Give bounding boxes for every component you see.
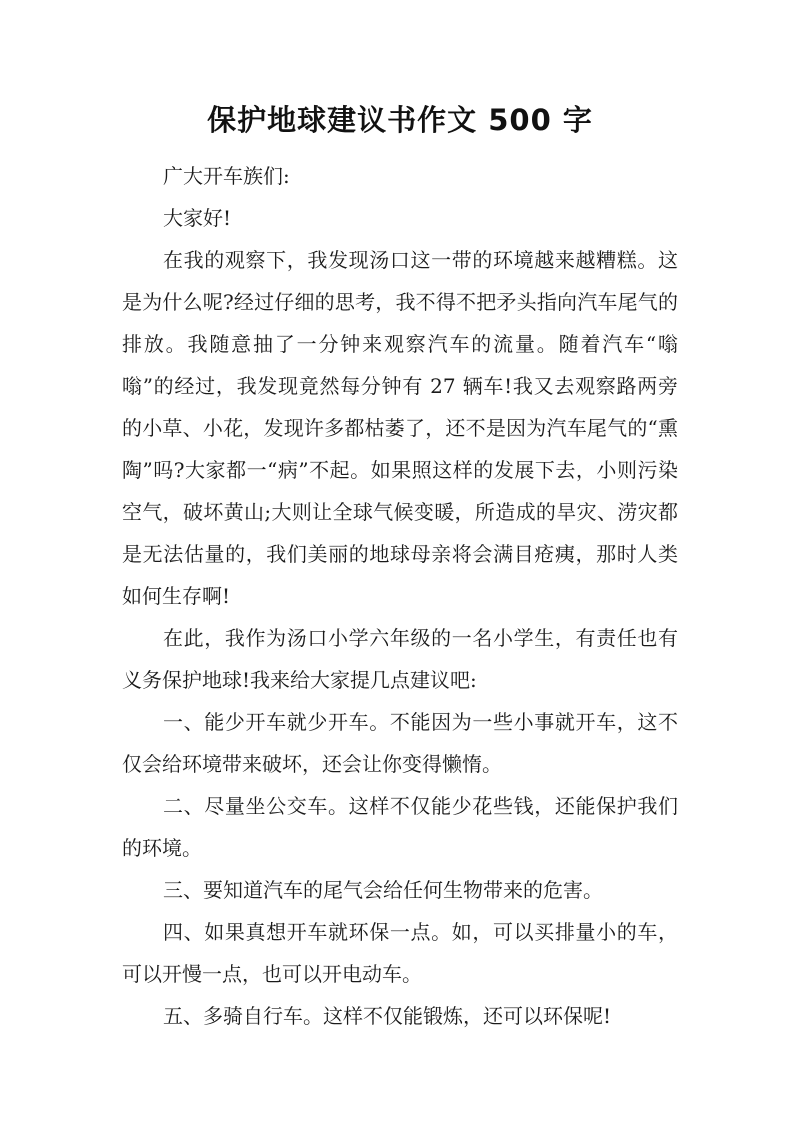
suggestion-2: 二、尽量坐公交车。这样不仅能少花些钱，还能保护我们的环境。 <box>122 794 678 860</box>
document-title: 保护地球建议书作文 500 字 <box>207 103 593 137</box>
salutation: 广大开车族们: <box>163 164 290 188</box>
document-body <box>122 155 678 1037</box>
paragraph-intro-suggestions: 在此，我作为汤口小学六年级的一名小学生，有责任也有义务保护地球!我来给大家提几点建议吧: <box>122 626 678 692</box>
suggestion-1: 一、能少开车就少开车。不能因为一些小事就开车，这不仅会给环境带来破坏，还会让你变得懒惰。 <box>122 710 678 776</box>
suggestion-3: 三、要知道汽车的尾气会给任何生物带来的危害。 <box>163 878 603 902</box>
paragraph-observation: 在我的观察下，我发现汤口这一带的环境越来越糟糕。这是为什么呢?经过仔细的思考，我不得不把矛头指向汽车尾气的排放。我随意抽了一分钟来观察汽车的流量。随着汽车“嗡嗡”的经过，我发现竟然每分钟有 27 辆车!我又去观察路两旁的小草、小花，发现许多都枯萎了，还不是因为汽车尾气的“熏陶”吗?大家都一“病”不起。如果照这样的发展下去，小则污染空气，破坏黄山;大则让全球气候变暖，所造成的旱灾、涝灾都是无法估量的，我们美丽的地球母亲将会满目疮痍，那时人类如何生存啊! <box>122 248 678 608</box>
suggestion-4: 四、如果真想开车就环保一点。如，可以买排量小的车，可以开慢一点，也可以开电动车。 <box>122 920 678 986</box>
greeting: 大家好! <box>163 206 232 230</box>
suggestion-5: 五、多骑自行车。这样不仅能锻炼，还可以环保呢! <box>163 1004 612 1028</box>
